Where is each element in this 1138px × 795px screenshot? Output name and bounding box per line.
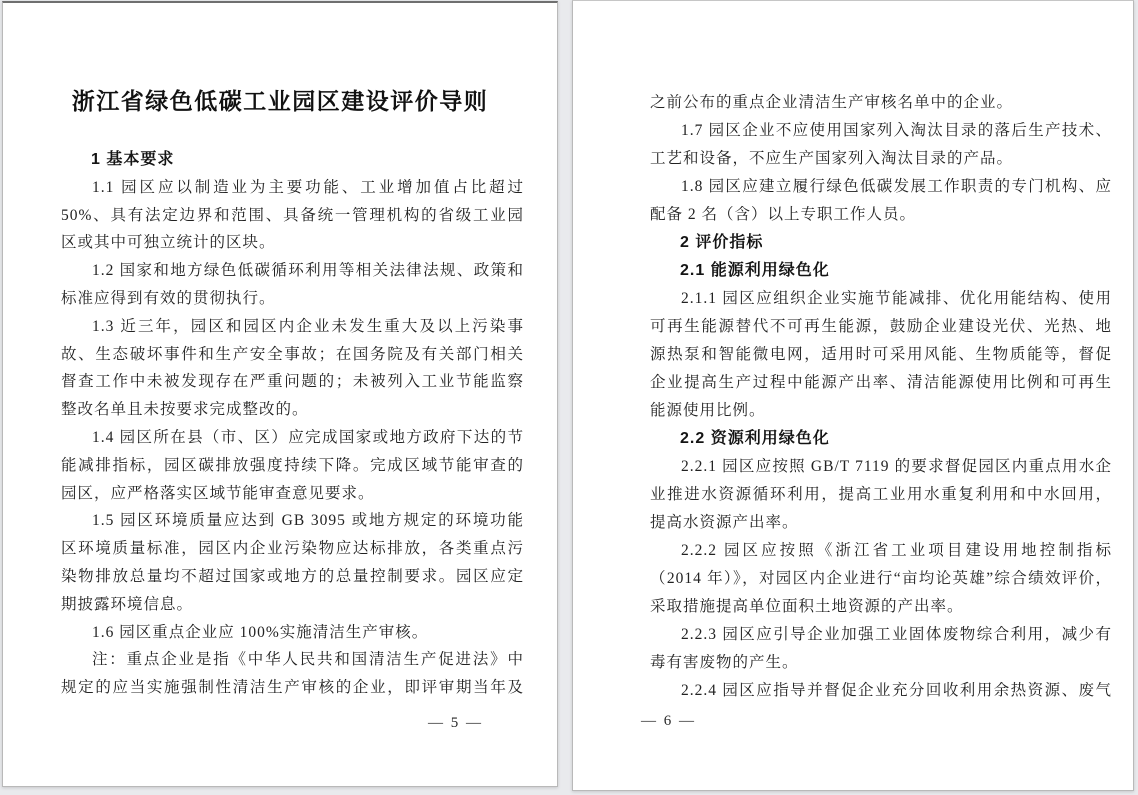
text-line: 染物排放总量均不超过国家或地方的总量控制要求。园区应定 xyxy=(61,567,524,585)
text-line: 2.2.1 园区应按照 GB/T 7119 的要求督促园区内重点用水企 xyxy=(681,458,1112,475)
text-line: 2.2.3 园区应引导企业加强工业固体废物综合利用，减少有 xyxy=(681,626,1112,643)
text-line: 1.7 园区企业不应使用国家列入淘汰目录的落后生产技术、 xyxy=(681,122,1112,139)
text-line: 2.1.1 园区应组织企业实施节能减排、优化用能结构、使用 xyxy=(681,290,1112,307)
text-line: 园区，应严格落实区域节能审查意见要求。 xyxy=(61,484,375,502)
text-line: 1.4 园区所在县（市、区）应完成国家或地方政府下达的节 xyxy=(92,428,524,446)
text-line: 企业提高生产过程中能源产出率、清洁能源使用比例和可再生 xyxy=(650,374,1112,391)
section-1-heading: 1 基本要求 xyxy=(91,151,175,168)
section-22-heading: 2.2 资源利用绿色化 xyxy=(680,430,830,447)
text-line: 1.5 园区环境质量应达到 GB 3095 或地方规定的环境功能 xyxy=(92,512,524,530)
page-right-text xyxy=(650,89,1112,705)
text-line: 1.3 近三年，园区和园区内企业未发生重大及以上污染事 xyxy=(92,317,524,335)
text-line: 1.8 园区应建立履行绿色低碳发展工作职责的专门机构、应 xyxy=(681,178,1112,195)
text-line: 1.1 园区应以制造业为主要功能、工业增加值占比超过 xyxy=(92,178,524,196)
text-line: 能源使用比例。 xyxy=(650,402,766,419)
text-line: 规定的应当实施强制性清洁生产审核的企业，即评审期当年及 xyxy=(61,679,524,697)
text-line: 毒有害废物的产生。 xyxy=(650,654,799,671)
text-line: 能减排指标，园区碳排放强度持续下降。完成区域节能审查的 xyxy=(61,456,524,474)
page-number-5: — 5 — xyxy=(428,715,483,731)
text-line: 采取措施提高单位面积土地资源的产出率。 xyxy=(650,598,964,615)
page-number-6: — 6 — xyxy=(641,713,696,729)
text-line: 2.2.4 园区应指导并督促企业充分回收利用余热资源、废气 xyxy=(681,682,1112,699)
text-line: 1.2 国家和地方绿色低碳循环利用等相关法律法规、政策和 xyxy=(92,262,524,280)
text-line: 整改名单且未按要求完成整改的。 xyxy=(61,401,309,419)
text-line: 工艺和设备，不应生产国家列入淘汰目录的产品。 xyxy=(650,150,1014,167)
text-line: 配备 2 名（含）以上专职工作人员。 xyxy=(650,206,917,223)
document-title: 浙江省绿色低碳工业园区建设评价导则 xyxy=(71,88,489,114)
text-line: 业推进水资源循环利用，提高工业用水重复利用和中水回用， xyxy=(650,486,1112,503)
page-left-text xyxy=(61,146,524,702)
text-line: 注：重点企业是指《中华人民共和国清洁生产促进法》中 xyxy=(92,651,524,669)
section-21-heading: 2.1 能源利用绿色化 xyxy=(680,262,830,279)
text-line: 之前公布的重点企业清洁生产审核名单中的企业。 xyxy=(650,94,1014,111)
text-line: 50%、具有法定边界和范围、具备统一管理机构的省级工业园 xyxy=(61,206,524,224)
text-line: 2.2.2 园区应按照《浙江省工业项目建设用地控制指标 xyxy=(681,542,1112,559)
text-line: （2014 年）》，对园区内企业进行“亩均论英雄”综合绩效评价， xyxy=(650,570,1112,587)
text-line: 区环境质量标准，园区内企业污染物应达标排放，各类重点污 xyxy=(61,540,524,558)
page-right xyxy=(572,0,1134,791)
page-left xyxy=(2,1,558,787)
text-line: 区或其中可独立统计的区块。 xyxy=(61,234,276,252)
text-line: 源热泵和智能微电网，适用时可采用风能、生物质能等，督促 xyxy=(650,346,1112,363)
text-line: 提高水资源产出率。 xyxy=(650,514,799,531)
text-line: 1.6 园区重点企业应 100%实施清洁生产审核。 xyxy=(92,623,429,641)
section-2-heading: 2 评价指标 xyxy=(680,234,764,251)
text-line: 督查工作中未被发现存在严重问题的；未被列入工业节能监察 xyxy=(61,373,524,391)
text-line: 可再生能源替代不可再生能源，鼓励企业建设光伏、光热、地 xyxy=(650,318,1112,335)
text-line: 故、生态破坏事件和生产安全事故；在国务院及有关部门相关 xyxy=(61,345,524,363)
text-line: 标准应得到有效的贯彻执行。 xyxy=(61,289,276,307)
text-line: 期披露环境信息。 xyxy=(61,595,194,613)
